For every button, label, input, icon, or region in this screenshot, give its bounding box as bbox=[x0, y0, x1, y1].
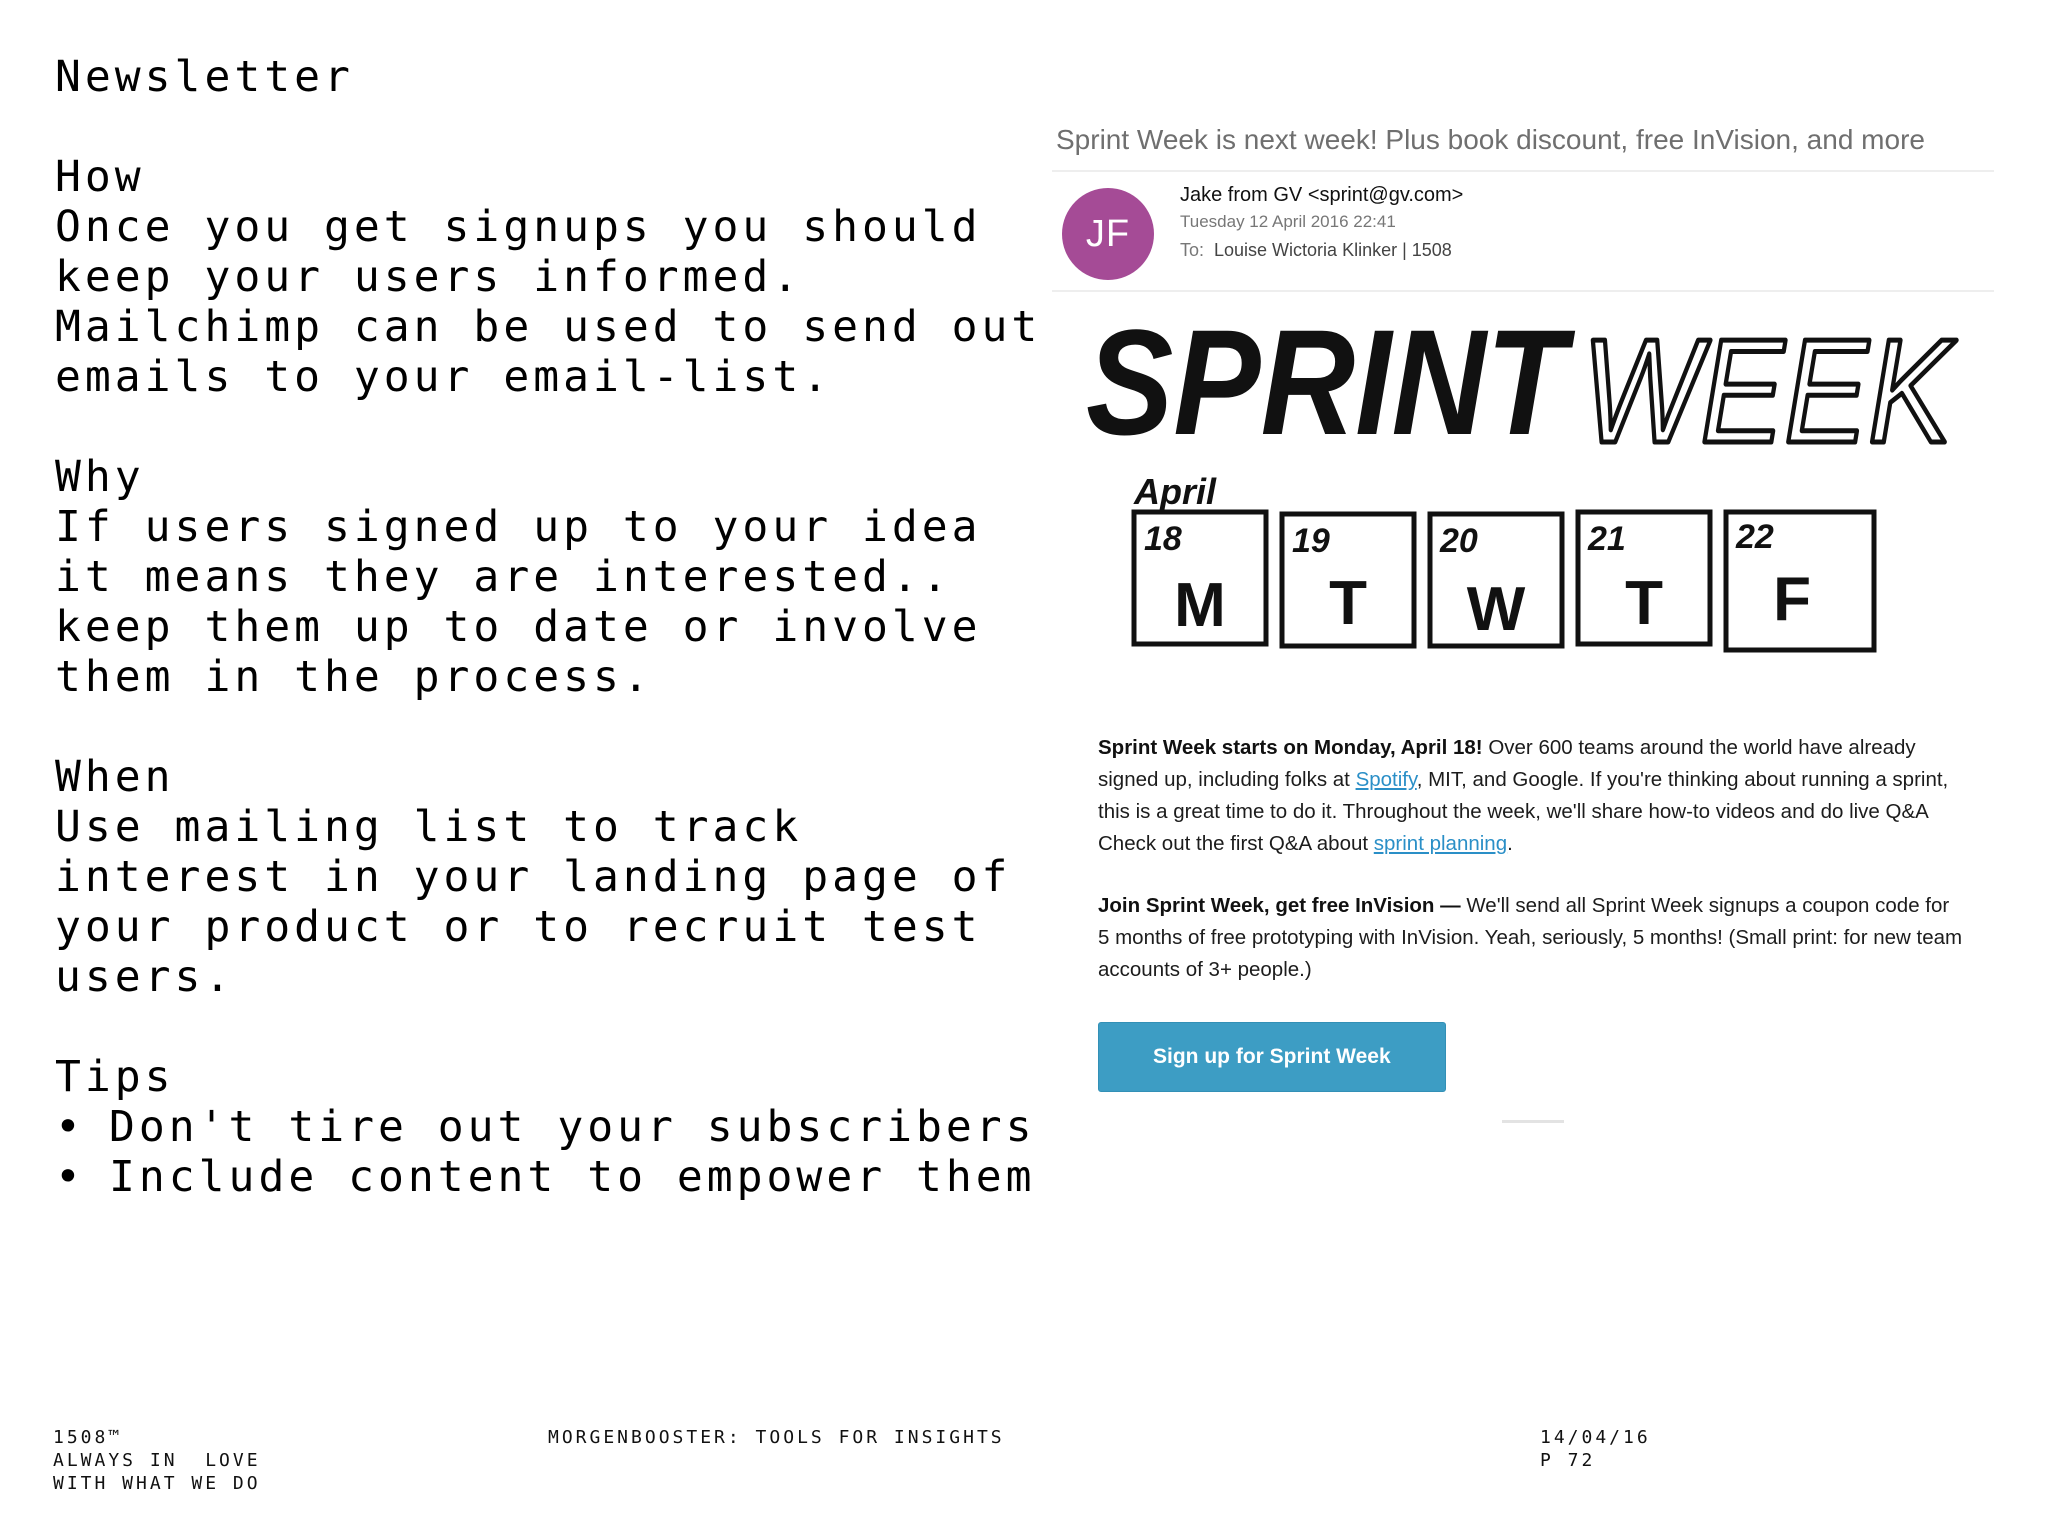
day-number: 19 bbox=[1292, 522, 1330, 560]
recipient-label: To: bbox=[1180, 240, 1205, 260]
day-letter: T bbox=[1329, 569, 1367, 638]
section-when bbox=[55, 752, 1045, 1002]
day-box bbox=[1578, 512, 1710, 644]
sprint-week-banner bbox=[1082, 298, 1962, 704]
text-line: Once you get signups you should bbox=[55, 202, 982, 252]
text-line: emails to your email-list. bbox=[55, 352, 833, 402]
text-line: it means they are interested.. bbox=[55, 552, 952, 602]
text-line: keep your users informed. bbox=[55, 252, 803, 302]
section-tips bbox=[55, 1052, 1045, 1202]
footer-date: 14/04/16 bbox=[1540, 1427, 1651, 1448]
email-body bbox=[1052, 732, 1994, 986]
avatar: JF bbox=[1062, 188, 1154, 280]
banner-word-sprint: SPRINT bbox=[1086, 298, 1576, 466]
email-date: Tuesday 12 April 2016 22:41 bbox=[1180, 212, 1396, 231]
paragraph-text: We'll send all Sprint Week signups a coupon code for 5 months of free prototyping with InVision. Yeah, seriously, 5 months! (Small print: for new team accounts of 3+ people.) bbox=[1098, 894, 1963, 981]
footer-title: MORGENBOOSTER: TOOLS FOR INSIGHTS bbox=[548, 1427, 1005, 1448]
section-why bbox=[55, 452, 1045, 702]
divider bbox=[1502, 1120, 1564, 1123]
day-number: 21 bbox=[1588, 520, 1626, 558]
footer-line: ALWAYS IN LOVE bbox=[53, 1450, 261, 1471]
bold-lead: Join Sprint Week, get free InVision — bbox=[1098, 894, 1461, 917]
sign-up-button[interactable]: Sign up for Sprint Week bbox=[1098, 1022, 1446, 1092]
email-sender: Jake from GV <sprint@gv.com> bbox=[1180, 184, 1464, 206]
day-letter: F bbox=[1773, 565, 1811, 634]
text-line: If users signed up to your idea bbox=[55, 502, 982, 552]
text-line: your product or to recruit test bbox=[55, 902, 982, 952]
day-box bbox=[1430, 514, 1562, 646]
text-line: Use mailing list to track bbox=[55, 802, 803, 852]
email-paragraph bbox=[1098, 890, 1964, 986]
section-heading: How bbox=[55, 152, 145, 202]
day-number: 20 bbox=[1440, 522, 1478, 560]
text-line: interest in your landing page of bbox=[55, 852, 1012, 902]
email-subject: Sprint Week is next week! Plus book discount, free InVision, and more bbox=[1052, 118, 1994, 172]
footer-line: WITH WHAT WE DO bbox=[53, 1473, 261, 1494]
list-item: • Don't tire out your subscribers bbox=[55, 1102, 1045, 1152]
spotify-link[interactable]: Spotify bbox=[1355, 768, 1417, 791]
section-heading: Why bbox=[55, 452, 145, 502]
day-letter: T bbox=[1625, 569, 1663, 638]
banner-word-week: WEEK bbox=[1582, 309, 1958, 474]
paragraph-text: Over 600 teams around the world have already signed up, including folks at bbox=[1098, 736, 1916, 791]
day-number: 18 bbox=[1144, 520, 1182, 558]
recipient-value: Louise Wictoria Klinker | 1508 bbox=[1214, 240, 1452, 260]
sprint-planning-link[interactable]: sprint planning bbox=[1373, 832, 1508, 855]
footer-line: 1508™ bbox=[53, 1427, 123, 1448]
paragraph-text: , MIT, and Google. If you're thinking about running a sprint, this is a great time to do it. Throughout the week, we'll share how-to videos and do live Q&A Check out the first Q&A about bbox=[1098, 768, 1949, 855]
banner-month: April bbox=[1134, 471, 1217, 512]
text-line: Mailchimp can be used to send out bbox=[55, 302, 1042, 352]
email-recipient bbox=[1180, 240, 1452, 261]
text-line: users. bbox=[55, 952, 235, 1002]
day-letter: M bbox=[1174, 571, 1226, 640]
email-screenshot bbox=[1052, 118, 1994, 1123]
tips-list bbox=[55, 1102, 1045, 1202]
email-paragraph bbox=[1098, 732, 1964, 860]
paragraph-text: . bbox=[1507, 832, 1513, 855]
slide-text bbox=[55, 52, 1045, 1252]
day-box bbox=[1726, 512, 1874, 650]
email-header bbox=[1052, 172, 1994, 292]
section-how bbox=[55, 152, 1045, 402]
day-box bbox=[1134, 512, 1266, 644]
day-number: 22 bbox=[1736, 518, 1774, 556]
footer-center bbox=[548, 1426, 1005, 1449]
text-line: keep them up to date or involve bbox=[55, 602, 982, 652]
footer-brand bbox=[53, 1426, 261, 1495]
bold-lead: Sprint Week starts on Monday, April 18! bbox=[1098, 736, 1483, 759]
section-heading: When bbox=[55, 752, 175, 802]
footer-meta bbox=[1540, 1426, 1651, 1472]
day-letter: W bbox=[1466, 575, 1526, 644]
slide-title: Newsletter bbox=[55, 52, 354, 102]
text-line: them in the process. bbox=[55, 652, 653, 702]
page-number: P 72 bbox=[1540, 1450, 1596, 1471]
list-item: • Include content to empower them bbox=[55, 1152, 1045, 1202]
section-heading: Tips bbox=[55, 1052, 175, 1102]
day-box bbox=[1282, 514, 1414, 646]
